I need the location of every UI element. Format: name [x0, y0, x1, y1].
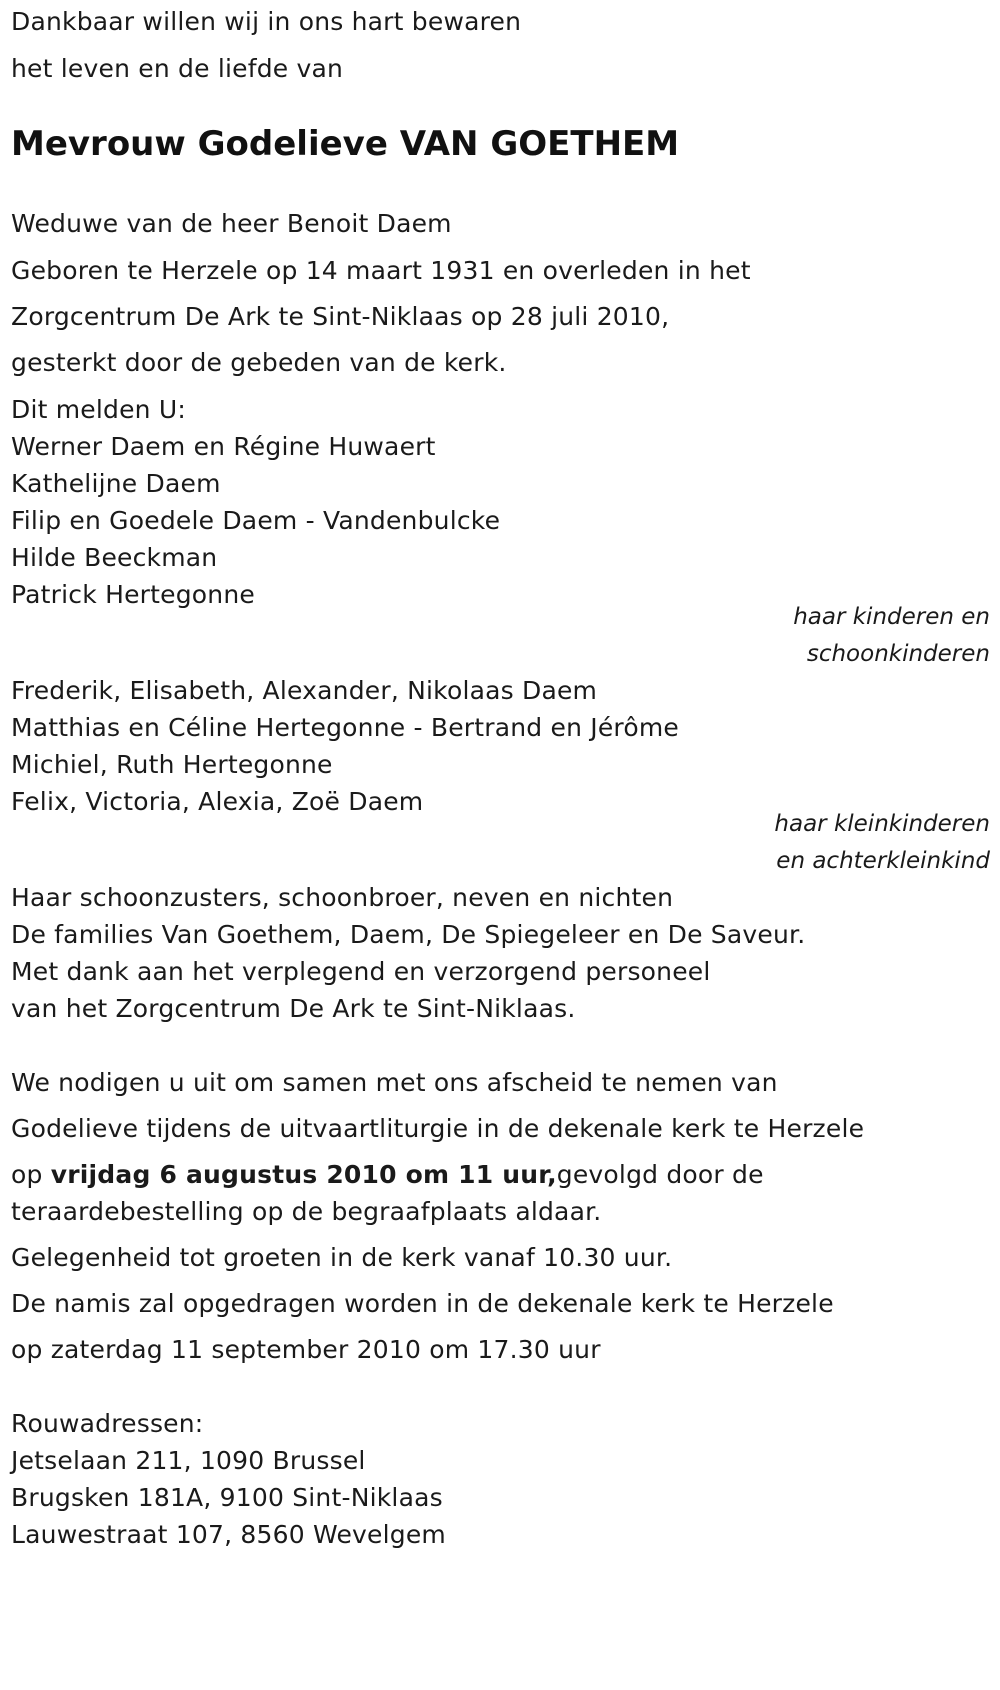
mass-line-1: De namis zal opgedragen worden in de dekenale kerk te Herzele — [11, 1289, 834, 1318]
grandchild-name: Matthias en Céline Hertegonne - Bertrand en Jérôme — [11, 713, 679, 742]
family-line: De families Van Goethem, Daem, De Spiegeleer en De Saveur. — [11, 920, 806, 949]
address-line: Brugsken 181A, 9100 Sint-Niklaas — [11, 1483, 443, 1512]
addresses-label: Rouwadressen: — [11, 1409, 204, 1438]
intro-line-2: het leven en de liefde van — [11, 54, 344, 83]
greeting-line: Gelegenheid tot groeten in de kerk vanaf 10.30 uur. — [11, 1243, 673, 1272]
grandchildren-relation-line-1: haar kleinkinderen — [774, 811, 990, 837]
birth-death-line-2: Zorgcentrum De Ark te Sint-Niklaas op 28 juli 2010, — [11, 302, 670, 331]
intro-line-1: Dankbaar willen wij in ons hart bewaren — [11, 7, 522, 36]
birth-death-line-3: gesterkt door de gebeden van de kerk. — [11, 348, 507, 377]
child-name: Werner Daem en Régine Huwaert — [11, 432, 436, 461]
child-name: Kathelijne Daem — [11, 469, 221, 498]
mass-line-2: op zaterdag 11 september 2010 om 17.30 uur — [11, 1335, 601, 1364]
children-relation-line-1: haar kinderen en — [793, 604, 990, 630]
grandchildren-relation-line-2: en achterkleinkind — [776, 848, 990, 874]
address-line: Lauwestraat 107, 8560 Wevelgem — [11, 1520, 446, 1549]
grandchild-name: Felix, Victoria, Alexia, Zoë Daem — [11, 787, 424, 816]
family-line: van het Zorgcentrum De Ark te Sint-Niklaas. — [11, 994, 576, 1023]
funeral-line-1: We nodigen u uit om samen met ons afscheid te nemen van — [11, 1068, 778, 1097]
birth-death-line-1: Geboren te Herzele op 14 maart 1931 en overleden in het — [11, 256, 751, 285]
grandchild-name: Frederik, Elisabeth, Alexander, Nikolaas Daem — [11, 676, 598, 705]
family-line: Met dank aan het verplegend en verzorgend personeel — [11, 957, 711, 986]
child-name: Patrick Hertegonne — [11, 580, 255, 609]
funeral-line-2: Godelieve tijdens de uitvaartliturgie in de dekenale kerk te Herzele — [11, 1114, 865, 1143]
grandchild-name: Michiel, Ruth Hertegonne — [11, 750, 333, 779]
family-line: Haar schoonzusters, schoonbroer, neven en nichten — [11, 883, 674, 912]
announce-label: Dit melden U: — [11, 395, 186, 424]
address-line: Jetselaan 211, 1090 Brussel — [11, 1446, 366, 1475]
deceased-name: Mevrouw Godelieve VAN GOETHEM — [11, 124, 680, 164]
funeral-date: vrijdag 6 augustus 2010 om 11 uur, — [50, 1160, 557, 1189]
widow-line: Weduwe van de heer Benoit Daem — [11, 209, 452, 238]
child-name: Hilde Beeckman — [11, 543, 218, 572]
funeral-line-4: teraardebestelling op de begraafplaats aldaar. — [11, 1197, 602, 1226]
funeral-date-line — [11, 1159, 764, 1191]
children-relation-line-2: schoonkinderen — [806, 641, 990, 667]
child-name: Filip en Goedele Daem - Vandenbulcke — [11, 506, 501, 535]
funeral-date-suffix: gevolgd door de — [556, 1160, 764, 1189]
funeral-date-prefix: op — [11, 1160, 51, 1189]
